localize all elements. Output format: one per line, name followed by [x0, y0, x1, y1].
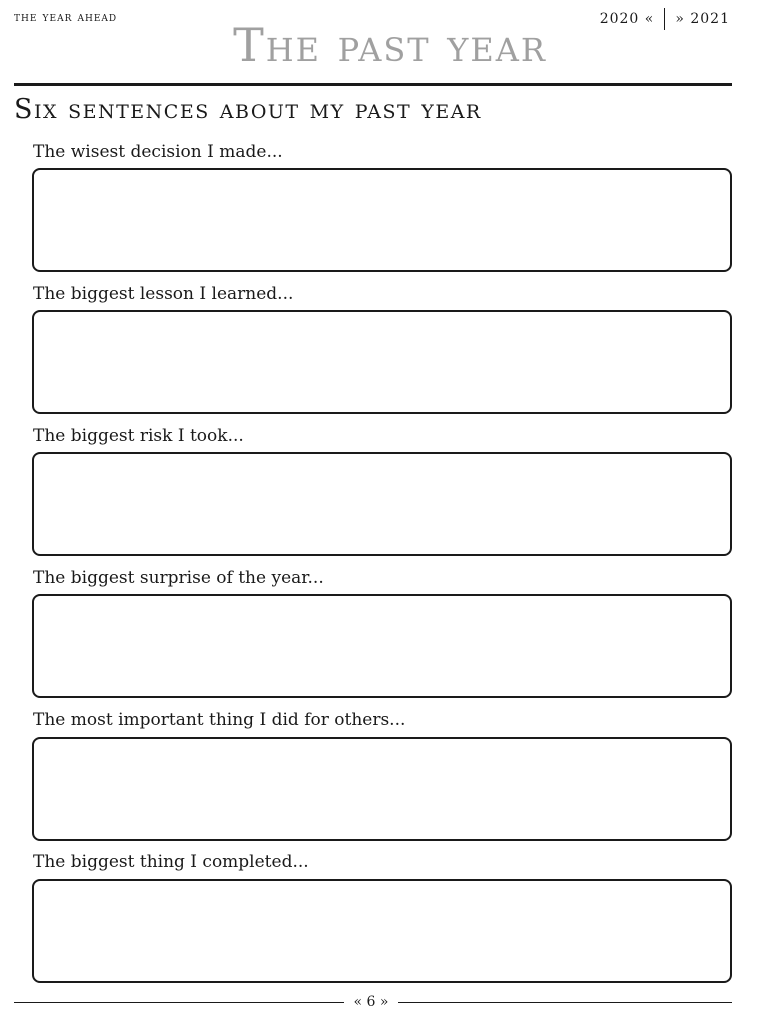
prompt-label-2: The biggest lesson I learned...	[33, 284, 294, 304]
page-title: The past year	[233, 18, 547, 72]
answer-box-3[interactable]	[32, 452, 732, 556]
section-heading: Six sentences about my past year	[14, 94, 482, 125]
footer-rule-left	[14, 1002, 344, 1003]
prompt-label-4: The biggest surprise of the year...	[33, 568, 324, 588]
answer-box-2[interactable]	[32, 310, 732, 414]
answer-box-5[interactable]	[32, 737, 732, 841]
prompt-label-1: The wisest decision I made...	[33, 142, 283, 162]
title-rule	[14, 83, 732, 86]
answer-box-4[interactable]	[32, 594, 732, 698]
answer-box-1[interactable]	[32, 168, 732, 272]
prompt-label-6: The biggest thing I completed...	[33, 852, 309, 872]
year-from: 2020 «	[599, 11, 655, 27]
footer-rule-right	[398, 1002, 732, 1003]
prompt-label-3: The biggest risk I took...	[33, 426, 244, 446]
page-number: « 6 »	[353, 994, 389, 1010]
header-left-label: the year ahead	[14, 10, 118, 25]
prompt-label-5: The most important thing I did for others...	[33, 710, 406, 730]
answer-box-6[interactable]	[32, 879, 732, 983]
year-to: » 2021	[675, 11, 730, 27]
